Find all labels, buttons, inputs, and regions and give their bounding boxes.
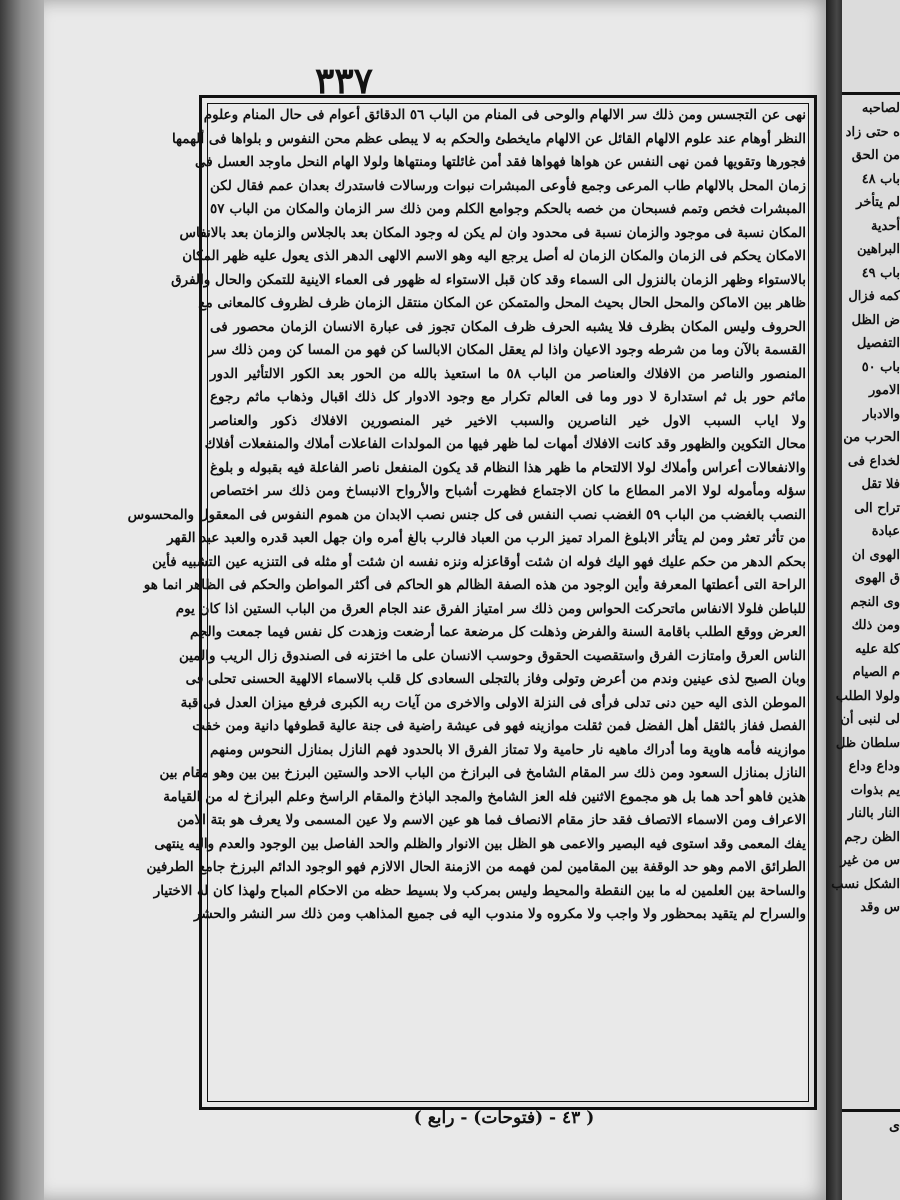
text-line: زمان المحل بالالهام طاب المرعى وجمع فأوعى المبشرات نبوات ورسالات فاستدرك بعدان عمم فقال لكن: [210, 177, 806, 194]
facing-text-line: يم بذوات: [850, 782, 900, 798]
facing-text-line: وى النجم: [850, 594, 900, 610]
text-line: الاعراف ومن الاسماء الاتصاف فقد حاز مقام الانصاف فما هو عين الاسم ولا عين المسمى ولا يعرف هو بتة الامن: [176, 812, 806, 828]
book-binding-edge: [0, 0, 48, 1200]
facing-page-footer: ى: [889, 1118, 900, 1134]
text-line: سؤله ومأموله لولا الامر المطاع ما كان الاجتماع فظهرت أشباح والأرواح الانبساخ ومن ذلك سر اختصاص: [210, 483, 806, 499]
facing-text-line: البراهين: [857, 242, 900, 257]
facing-text-line: الشكل نسب: [831, 876, 900, 892]
text-line: الراحة التى أعطتها المعرفة وأين الوجود من هذه الصفة الظالم هو الحاكم فى أكثر المواطن والحكم فى الظاهر انما هو: [143, 577, 806, 593]
facing-text-line: التفصيل: [856, 336, 900, 351]
facing-text-line: ق الهوى: [854, 571, 900, 586]
facing-text-line: باب ٤٩: [861, 265, 900, 281]
facing-text-line: ه حتى زاد: [845, 124, 900, 140]
facing-text-line: باب ٤٨: [861, 171, 900, 187]
facing-text-line: والادبار: [863, 406, 900, 422]
text-line: بالاستواء وظهر الزمان بالنزول الى السماء وقد كان قبل الاستواء له ظهور فى العماء الاينية للتمكن والحال والفرق: [171, 271, 806, 288]
text-line: المبشرات فخص وتمم فسبحان من خصه بالحكم وجوامع الكلم ومن ذلك سر الزمان والمكان من الباب ٥٧: [210, 201, 806, 217]
text-line: العرض ووقع الطلب باقامة السنة والفرض وذهلت كل مرضعة عما أرضعت وزهدت كل نفس فيما جمعت والجم: [189, 624, 806, 640]
facing-text-line: أحدية: [870, 218, 900, 234]
facing-text-line: من الحق: [851, 148, 900, 163]
text-line: الفصل ففاز بالثقل أهل الفضل فمن ثقلت موازينه فهو فى عيشة راضية فى جنة عالية قطوفها دانية ومن خفت: [192, 718, 806, 734]
text-line: بحكم الدهر من حكم عليك فهو اليك فوله ان شئت أوقاعزله ونزه نفسه ان شئت أو مثله فى التنزيه عين التشبيه فأين: [152, 553, 806, 570]
facing-text-line: عبادة: [871, 524, 900, 539]
text-line: موازينه فأمه هاوية وما أدراك ماهيه نار حامية ولا تمتاز الفرق الا بالحدود فهم النازل بمنازل النحوس ومنهم: [210, 741, 806, 758]
facing-text-line: كلة عليه: [855, 641, 900, 657]
text-line: وبان الصبح لذى عينين وندم من أعرض وتولى وفاز بالتجلى السعادى كل قلب بالاسماء الالهية الحسنى تحلى فى: [185, 671, 806, 687]
facing-text-line: باب ٥٠: [861, 359, 900, 375]
text-line: المنصور والناصر من الافلاك والعناصر من الباب ٥٨ ما استعيذ بالله من الحور بعد الكور الالتأثير الدور: [210, 365, 806, 382]
text-line: القسمة بالآن وما من شرطه وجود الاعيان واذا لم يعقل المكان الابالسا كن فهو من المسا كن ومن ذلك سر: [207, 342, 806, 358]
facing-text-line: وداع وداع: [848, 759, 900, 774]
text-frame: [127, 95, 817, 1110]
text-line: هذين فاهو أحد هما بل هو مجموع الاثنين فله العز الشامخ والمجد الباذخ والمقام الراسخ وعلم البرازخ له من القيامة: [163, 788, 806, 805]
text-line: النازل بمنازل السعود ومن ذلك سر المقام الشامخ فى البرازخ من الباب الاحد والستين البرزخ بين بين وهو مقام بين: [159, 765, 806, 781]
text-line: الموطن الذى اليه حين دنى تدلى فرأى فى النزلة الاولى والاخرى من آيات ربه الكبرى فرفع ميزان العدل فى قبة: [180, 694, 806, 711]
signature-footer: ( ٤٣ - (فتوحات) - رابع ): [413, 1108, 595, 1128]
facing-text-line: الظن رجم: [844, 829, 900, 845]
facing-text-line: كمه فزال: [848, 289, 900, 304]
facing-text-line: النار بالنار: [848, 806, 900, 821]
facing-text-line: س وقد: [860, 900, 900, 915]
main-text-block: [127, 104, 806, 1101]
facing-text-line: سلطان ظل: [835, 735, 900, 751]
text-line: الناس العرق وامتازت الفرق واستقصيت الحقوق وحوسب الانسان على ما اختزنه فى الصندوق زال الريب والمين: [178, 647, 806, 664]
text-line: النظر أوهام عند علوم الالهام القائل عن الالهام مايخطئ والحكم به لا يبطى عظم محن النفوس و بلواها فى ألهمها: [171, 130, 806, 147]
facing-text-line: الهوى ان: [851, 547, 900, 563]
facing-text-line: تراح الى: [854, 500, 900, 516]
text-line: والسراح لم يتقيد بمحظور ولا واجب ولا مكروه ولا مندوب اليه فى جميع المذاهب ومن ذلك سر النشر والحشر: [193, 906, 806, 922]
text-line: من تأثر تعثر ومن لم يتأثر الابلوغ المراد تميز الرب من العباد فالرب بالغ أمره وان جهل العبد قدره والعبد عبد القهر: [167, 530, 806, 546]
facing-text-line: لصاحبه: [861, 101, 900, 116]
text-line: والساحة بين العلمين له ما بين النقطة والمحيط وليس بمركب ولا بسيط حظه من الاحكام المباح ولهذا كان له الاختيار: [153, 882, 806, 899]
text-line: ماثم حور بل ثم استدارة لا دور وما فى العالم تكرار مع وجود الادوار كل ذلك اقبال وذهاب ماثم رجوع: [210, 389, 806, 405]
text-line: النصب بالغضب من الباب ٥٩ الغضب نصب النفس فى كل جنس نصب الابدان من هموم النفوس فى المعقول والمحسوس: [127, 506, 806, 523]
facing-text-line: فلا تقل: [861, 477, 900, 492]
text-line: محال التكوين والظهور وقد كانت الافلاك أمهات لما ظهر فيها من المولدات الفاعلات أملاك والمنفعلات أفلاك: [204, 436, 806, 452]
facing-text-line: ض الظل: [851, 312, 900, 328]
facing-text-line: الامور: [869, 383, 900, 398]
facing-text-line: م الصيام: [852, 665, 900, 680]
text-line: ظاهر بين الاماكن والمحل الحال بحيث المحل والمتمكن عن المكان منتقل الزمان ظرف لظروف كالمعانى مع: [198, 295, 806, 311]
text-line: الامكان يحكم فى الزمان والمكان الزمان له أصل يرجع اليه وهو الاسم الالهى الدهر الذى يعول عليه ظهر المكان: [182, 248, 806, 264]
facing-page-text: [780, 97, 900, 920]
facing-text-line: لم يتأخر: [856, 195, 900, 210]
facing-text-line: ولولا الطلب: [835, 688, 900, 704]
text-line: يفك المعمى وقد استوى فيه البصير والاعمى هو الظل بين الانوار والظلم والحد الفاصل بين الوجود والعدم واليه ينتهى: [154, 835, 806, 852]
text-line: نهى عن التجسس ومن ذلك سر الالهام والوحى فى المنام من الباب ٥٦ الدقائق أعوام فى حال المنام وعلوم: [203, 107, 806, 123]
text-line: الطرائق الامم وهو حد الوقفة بين المقامين لمن فهمه من الازمنة الحال الالازم فهو الوجود الدائم البرزخ جامع الطرفين: [146, 859, 806, 875]
facing-text-line: س من غير: [840, 853, 900, 868]
facing-text-line: لى لنبى أن: [840, 712, 900, 727]
text-line: فجورها وتقويها فمن نهى النفس عن هواها فهواها فقد أمن غائلتها ومنتهاها ولولا الهام النحل ماوجد العسل فى: [194, 154, 806, 170]
text-line: المكان نسبة فى موجود والزمان نسبة فى محدود وان لم يكن له وجود المكان بعد بالجلاس والزمان بعد بالانفاس: [179, 224, 806, 241]
text-line: الحروف وليس المكان بظرف فلا يشبه الحرف ظرف المكان تجوز فى عبارة الانسان الزمان محصور فى: [210, 318, 806, 335]
facing-text-line: الحرب من: [843, 430, 900, 445]
text-line: ولا اياب السبب الاول خير الناصرين والسبب الاخير خير المنصورين الافلاك ذكور والعناصر: [210, 412, 806, 429]
facing-page-frame: [831, 92, 900, 1112]
facing-page: [831, 0, 900, 1200]
text-line: والانفعالات أعراس وأملاك لولا الالتحام ما ظهر هذا النظام قد يكون المنفعل ناصر الفاعلة فيه بقبوله و بلوغ: [210, 459, 806, 476]
page-number: ٣٣٧: [314, 60, 373, 102]
facing-text-line: ومن ذلك: [851, 618, 900, 633]
main-page: [44, 0, 832, 1200]
text-line: للباطن فلولا الانفاس ماتحركت الحواس ومن ذلك سر امتياز الفرق عند الجام العرق من الباب الستين اذا كان يوم: [175, 600, 806, 617]
facing-text-line: لخداع فى: [847, 453, 900, 469]
